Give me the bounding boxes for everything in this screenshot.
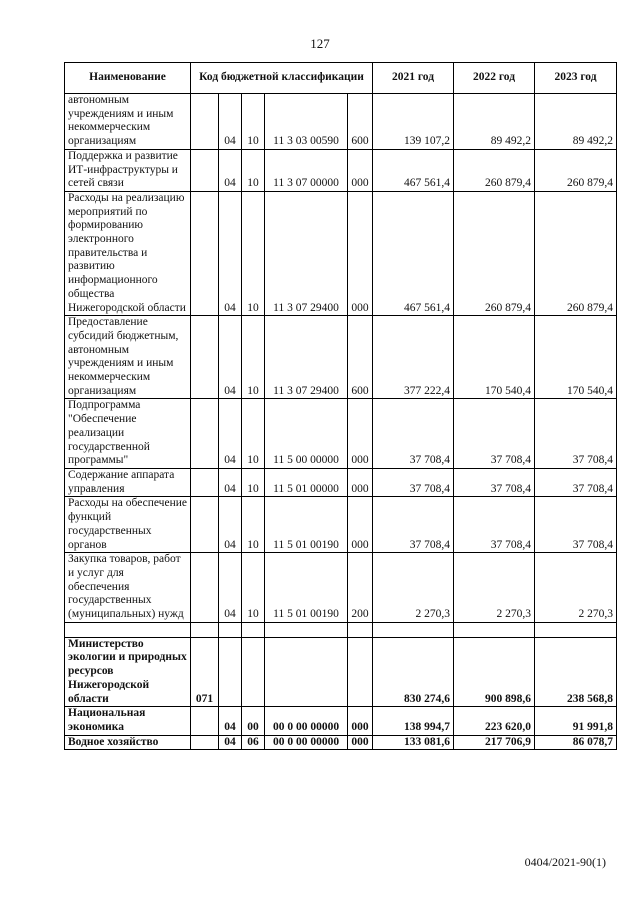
cell-2023: 260 879,4: [535, 191, 617, 315]
cell-2023: 37 708,4: [535, 399, 617, 469]
cell-csr: [265, 637, 348, 707]
cell-name: Расходы на реализацию мероприятий по формированию электронного правительства и развитию информационного общества Нижегородской области: [65, 191, 191, 315]
cell-2023: 170 540,4: [535, 316, 617, 399]
table-row: [65, 191, 617, 315]
cell-pr: 10: [242, 553, 265, 623]
table-row: [65, 316, 617, 399]
table-row: [65, 149, 617, 191]
table-row: [65, 735, 617, 750]
cell-pr: 10: [242, 149, 265, 191]
cell-rz: 04: [219, 468, 242, 496]
cell-csr: [265, 622, 348, 637]
cell-ved: [191, 399, 219, 469]
cell-name: Подпрограмма "Обеспечение реализации государственной программы": [65, 399, 191, 469]
table-row: [65, 468, 617, 496]
cell-2022: 170 540,4: [454, 316, 535, 399]
cell-pr: 10: [242, 497, 265, 553]
cell-ved: [191, 94, 219, 150]
cell-2023: 91 991,8: [535, 707, 617, 735]
cell-pr: [242, 622, 265, 637]
cell-name: Содержание аппарата управления: [65, 468, 191, 496]
cell-rz: 04: [219, 149, 242, 191]
cell-name: Поддержка и развитие ИТ-инфраструктуры и сетей связи: [65, 149, 191, 191]
cell-name: автономным учреждениям и иным некоммерческим организациям: [65, 94, 191, 150]
cell-name: Расходы на обеспечение функций государственных органов: [65, 497, 191, 553]
cell-2021: 2 270,3: [373, 553, 454, 623]
header-code: Код бюджетной классификации: [191, 63, 373, 94]
cell-vr: 000: [348, 149, 373, 191]
cell-ved: [191, 622, 219, 637]
table-row: [65, 707, 617, 735]
cell-2023: 37 708,4: [535, 497, 617, 553]
table-row: [65, 497, 617, 553]
table-row: [65, 622, 617, 637]
cell-vr: 000: [348, 468, 373, 496]
budget-table: [64, 62, 617, 750]
cell-rz: 04: [219, 707, 242, 735]
cell-2021: [373, 622, 454, 637]
cell-csr: 11 5 01 00190: [265, 497, 348, 553]
cell-name: Министерство экологии и природных ресурсов Нижегородской области: [65, 637, 191, 707]
cell-csr: 11 3 07 29400: [265, 316, 348, 399]
cell-ved: [191, 149, 219, 191]
cell-2022: 900 898,6: [454, 637, 535, 707]
cell-rz: [219, 622, 242, 637]
cell-ved: [191, 191, 219, 315]
cell-vr: 000: [348, 191, 373, 315]
cell-csr: 11 5 01 00000: [265, 468, 348, 496]
cell-ved: 071: [191, 637, 219, 707]
cell-vr: [348, 622, 373, 637]
cell-2021: 377 222,4: [373, 316, 454, 399]
cell-csr: 11 5 01 00190: [265, 553, 348, 623]
cell-ved: [191, 497, 219, 553]
cell-pr: 10: [242, 399, 265, 469]
cell-pr: [242, 637, 265, 707]
cell-csr: 11 3 03 00590: [265, 94, 348, 150]
table-row: [65, 94, 617, 150]
cell-csr: 00 0 00 00000: [265, 735, 348, 750]
cell-name: Закупка товаров, работ и услуг для обеспечения государственных (муниципальных) нужд: [65, 553, 191, 623]
cell-rz: 04: [219, 94, 242, 150]
cell-pr: 10: [242, 468, 265, 496]
cell-name: Национальная экономика: [65, 707, 191, 735]
cell-2021: 139 107,2: [373, 94, 454, 150]
header-row: [65, 63, 617, 94]
cell-pr: 10: [242, 94, 265, 150]
cell-ved: [191, 553, 219, 623]
cell-2023: 86 078,7: [535, 735, 617, 750]
cell-2022: 37 708,4: [454, 399, 535, 469]
cell-2021: 467 561,4: [373, 191, 454, 315]
cell-rz: [219, 637, 242, 707]
header-2021: 2021 год: [373, 63, 454, 94]
cell-ved: [191, 468, 219, 496]
table-row: [65, 399, 617, 469]
cell-2022: 37 708,4: [454, 497, 535, 553]
cell-name: Водное хозяйство: [65, 735, 191, 750]
document-code: 0404/2021-90(1): [524, 855, 606, 869]
header-2023: 2023 год: [535, 63, 617, 94]
cell-rz: 04: [219, 497, 242, 553]
cell-2021: 133 081,6: [373, 735, 454, 750]
cell-pr: 06: [242, 735, 265, 750]
cell-ved: [191, 316, 219, 399]
cell-2023: 2 270,3: [535, 553, 617, 623]
table-row: [65, 637, 617, 707]
cell-vr: 600: [348, 94, 373, 150]
cell-vr: 200: [348, 553, 373, 623]
cell-2023: 260 879,4: [535, 149, 617, 191]
cell-pr: 00: [242, 707, 265, 735]
cell-pr: 10: [242, 316, 265, 399]
cell-csr: 11 5 00 00000: [265, 399, 348, 469]
table-row: [65, 553, 617, 623]
cell-rz: 04: [219, 191, 242, 315]
cell-2022: 223 620,0: [454, 707, 535, 735]
cell-2022: [454, 622, 535, 637]
table-body: [65, 94, 617, 750]
header-2022: 2022 год: [454, 63, 535, 94]
cell-ved: [191, 735, 219, 750]
cell-name: Предоставление субсидий бюджетным, автономным учреждениям и иным некоммерческим организациям: [65, 316, 191, 399]
cell-rz: 04: [219, 399, 242, 469]
cell-2022: 2 270,3: [454, 553, 535, 623]
cell-2023: [535, 622, 617, 637]
cell-vr: 000: [348, 735, 373, 750]
page-number: 127: [310, 36, 330, 51]
cell-2022: 217 706,9: [454, 735, 535, 750]
cell-2022: 260 879,4: [454, 149, 535, 191]
cell-rz: 04: [219, 735, 242, 750]
cell-vr: 600: [348, 316, 373, 399]
cell-csr: 11 3 07 00000: [265, 149, 348, 191]
cell-2023: 37 708,4: [535, 468, 617, 496]
cell-2023: 89 492,2: [535, 94, 617, 150]
cell-2021: 138 994,7: [373, 707, 454, 735]
cell-2022: 89 492,2: [454, 94, 535, 150]
cell-vr: 000: [348, 707, 373, 735]
cell-vr: 000: [348, 399, 373, 469]
cell-2023: 238 568,8: [535, 637, 617, 707]
cell-vr: 000: [348, 497, 373, 553]
cell-name: [65, 622, 191, 637]
cell-2021: 37 708,4: [373, 497, 454, 553]
cell-vr: [348, 637, 373, 707]
cell-pr: 10: [242, 191, 265, 315]
cell-csr: 11 3 07 29400: [265, 191, 348, 315]
cell-2021: 37 708,4: [373, 399, 454, 469]
cell-rz: 04: [219, 316, 242, 399]
cell-rz: 04: [219, 553, 242, 623]
cell-2021: 37 708,4: [373, 468, 454, 496]
header-name: Наименование: [65, 63, 191, 94]
cell-2021: 830 274,6: [373, 637, 454, 707]
cell-2022: 260 879,4: [454, 191, 535, 315]
cell-2022: 37 708,4: [454, 468, 535, 496]
cell-csr: 00 0 00 00000: [265, 707, 348, 735]
cell-2021: 467 561,4: [373, 149, 454, 191]
cell-ved: [191, 707, 219, 735]
